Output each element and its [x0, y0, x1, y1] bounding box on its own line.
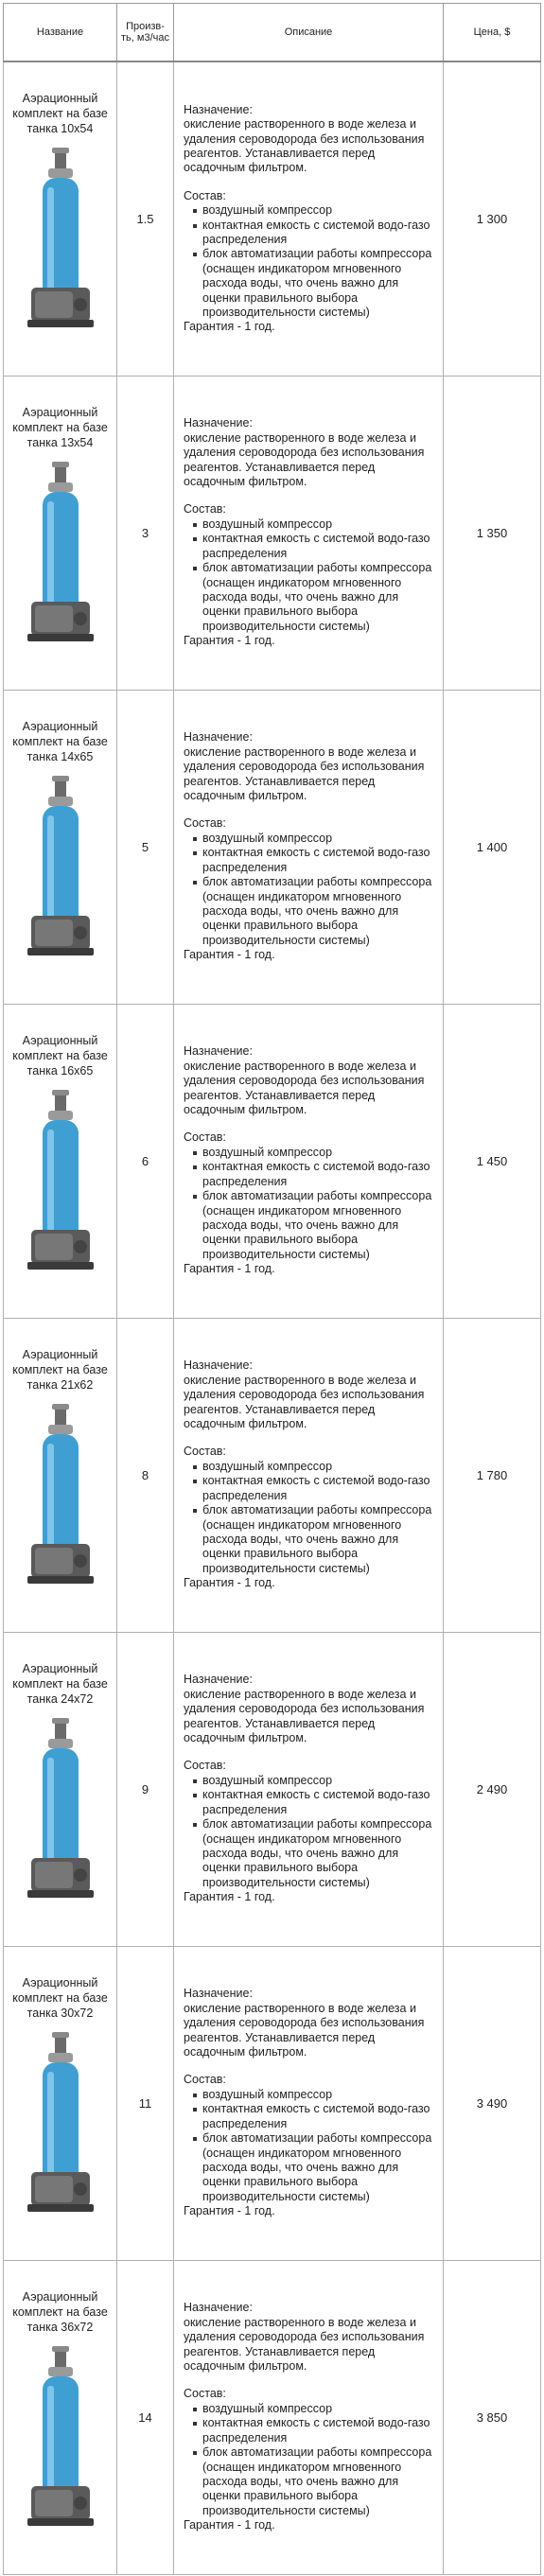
- productivity-cell: [117, 1004, 174, 1318]
- description-block: [184, 416, 437, 648]
- list-item: воздушный компрессор: [193, 2402, 437, 2416]
- header-productivity: Произв-ть, м3/час: [117, 4, 174, 62]
- list-item: воздушный компрессор: [193, 832, 437, 846]
- table-row: [4, 1004, 541, 1318]
- list-item: воздушный компрессор: [193, 517, 437, 532]
- composition-label: Состав:: [184, 1130, 226, 1145]
- price-value: 3 490: [476, 2095, 508, 2111]
- description-cell: [174, 61, 444, 376]
- warranty-text: Гарантия - 1 год.: [184, 2204, 275, 2218]
- warranty-text: Гарантия - 1 год.: [184, 634, 275, 648]
- description-cell: [174, 690, 444, 1004]
- composition-list: [184, 832, 437, 948]
- aeration-tank-image: [24, 2344, 97, 2533]
- list-item: блок автоматизации работы компрессора (оснащен индикатором мгновенного расхода воды, что очень важно для оценки правильного выбора производительности системы): [193, 875, 437, 948]
- purpose-text: окисление растворенного в воде железа и удаления сероводорода без использования реагентов. Устанавливается перед осадочным фильтром.: [184, 745, 425, 803]
- productivity-value: 11: [138, 2095, 152, 2111]
- price-value: 1 450: [476, 1153, 508, 1168]
- composition-list: [184, 2402, 437, 2518]
- price-cell: [444, 690, 541, 1004]
- composition-label: Состав:: [184, 2387, 226, 2401]
- list-item: блок автоматизации работы компрессора (оснащен индикатором мгновенного расхода воды, что очень важно для оценки правильного выбора производительности системы): [193, 1817, 437, 1890]
- list-item: контактная емкость с системой водо-газо распределения: [193, 1474, 437, 1503]
- product-name-cell: [4, 1946, 117, 2260]
- productivity-value: 14: [138, 2410, 152, 2425]
- list-item: блок автоматизации работы компрессора (оснащен индикатором мгновенного расхода воды, что очень важно для оценки правильного выбора производительности системы): [193, 2131, 437, 2204]
- price-table: [3, 3, 541, 2575]
- purpose-text: окисление растворенного в воде железа и удаления сероводорода без использования реагентов. Устанавливается перед осадочным фильтром.: [184, 1373, 425, 1431]
- warranty-text: Гарантия - 1 год.: [184, 2518, 275, 2532]
- product-name: Аэрационный комплект на базе танка 13x54: [12, 405, 108, 449]
- list-item: воздушный компрессор: [193, 1774, 437, 1788]
- aeration-tank-image: [24, 1402, 97, 1591]
- list-item: блок автоматизации работы компрессора (оснащен индикатором мгновенного расхода воды, что очень важно для оценки правильного выбора производительности системы): [193, 1189, 437, 1262]
- price-value: 1 350: [476, 525, 508, 540]
- price-value: 1 300: [476, 211, 508, 226]
- productivity-cell: [117, 2260, 174, 2574]
- aeration-tank-image: [24, 146, 97, 335]
- description-cell: [174, 1632, 444, 1946]
- productivity-cell: [117, 1946, 174, 2260]
- composition-list: [184, 2088, 437, 2204]
- purpose-text: окисление растворенного в воде железа и удаления сероводорода без использования реагентов. Устанавливается перед осадочным фильтром.: [184, 2315, 425, 2374]
- composition-list: [184, 1774, 437, 1890]
- description-block: [184, 2301, 437, 2532]
- composition-label: Состав:: [184, 2073, 226, 2087]
- description-cell: [174, 2260, 444, 2574]
- description-cell: [174, 1946, 444, 2260]
- warranty-text: Гарантия - 1 год.: [184, 1890, 275, 1904]
- list-item: воздушный компрессор: [193, 1146, 437, 1160]
- composition-label: Состав:: [184, 1445, 226, 1459]
- product-name-cell: [4, 1318, 117, 1632]
- list-item: контактная емкость с системой водо-газо распределения: [193, 219, 437, 248]
- list-item: контактная емкость с системой водо-газо распределения: [193, 532, 437, 561]
- price-cell: [444, 2260, 541, 2574]
- description-cell: [174, 1318, 444, 1632]
- list-item: воздушный компрессор: [193, 1460, 437, 1474]
- purpose-label: Назначение:: [184, 1044, 253, 1059]
- composition-list: [184, 203, 437, 320]
- productivity-value: 5: [141, 839, 149, 854]
- table-row: [4, 690, 541, 1004]
- description-cell: [174, 376, 444, 690]
- product-name-cell: [4, 690, 117, 1004]
- price-value: 2 490: [476, 1781, 508, 1796]
- purpose-label: Назначение:: [184, 1987, 253, 2001]
- product-name: Аэрационный комплект на базе танка 21x62: [12, 1347, 108, 1392]
- productivity-cell: [117, 1318, 174, 1632]
- productivity-value: 8: [141, 1467, 149, 1482]
- price-value: 1 400: [476, 839, 508, 854]
- description-block: [184, 1673, 437, 1904]
- header-name: Название: [4, 4, 117, 62]
- header-description: Описание: [174, 4, 444, 62]
- productivity-value: 3: [141, 525, 149, 540]
- product-name: Аэрационный комплект на базе танка 16x65: [12, 1033, 108, 1078]
- warranty-text: Гарантия - 1 год.: [184, 948, 275, 962]
- list-item: блок автоматизации работы компрессора (оснащен индикатором мгновенного расхода воды, что очень важно для оценки правильного выбора производительности системы): [193, 1503, 437, 1576]
- purpose-text: окисление растворенного в воде железа и удаления сероводорода без использования реагентов. Устанавливается перед осадочным фильтром.: [184, 117, 425, 175]
- description-block: [184, 1044, 437, 1276]
- list-item: воздушный компрессор: [193, 203, 437, 218]
- list-item: блок автоматизации работы компрессора (оснащен индикатором мгновенного расхода воды, что очень важно для оценки правильного выбора производительности системы): [193, 561, 437, 634]
- table-row: [4, 61, 541, 376]
- price-value: 3 850: [476, 2410, 508, 2425]
- purpose-text: окисление растворенного в воде железа и удаления сероводорода без использования реагентов. Устанавливается перед осадочным фильтром.: [184, 430, 425, 489]
- aeration-tank-image: [24, 2030, 97, 2219]
- purpose-label: Назначение:: [184, 1358, 253, 1373]
- aeration-tank-image: [24, 1088, 97, 1277]
- price-table-wrapper: [3, 3, 540, 2575]
- productivity-cell: [117, 690, 174, 1004]
- description-block: [184, 1987, 437, 2218]
- product-name: Аэрационный комплект на базе танка 36x72: [12, 2289, 108, 2334]
- purpose-label: Назначение:: [184, 2301, 253, 2315]
- aeration-tank-image: [24, 774, 97, 963]
- purpose-label: Назначение:: [184, 102, 253, 116]
- composition-label: Состав:: [184, 1759, 226, 1773]
- warranty-text: Гарантия - 1 год.: [184, 1576, 275, 1590]
- productivity-value: 1.5: [136, 211, 154, 226]
- aeration-tank-image: [24, 1716, 97, 1905]
- price-cell: [444, 1632, 541, 1946]
- table-row: [4, 2260, 541, 2574]
- product-name: Аэрационный комплект на базе танка 30x72: [12, 1975, 108, 2020]
- composition-list: [184, 517, 437, 634]
- description-block: [184, 1358, 437, 1590]
- list-item: воздушный компрессор: [193, 2088, 437, 2102]
- warranty-text: Гарантия - 1 год.: [184, 1262, 275, 1276]
- table-body: [4, 61, 541, 2574]
- purpose-text: окисление растворенного в воде железа и удаления сероводорода без использования реагентов. Устанавливается перед осадочным фильтром.: [184, 1059, 425, 1117]
- aeration-tank-image: [24, 460, 97, 649]
- list-item: блок автоматизации работы компрессора (оснащен индикатором мгновенного расхода воды, что очень важно для оценки правильного выбора производительности системы): [193, 2445, 437, 2518]
- product-name: Аэрационный комплект на базе танка 10x54: [12, 92, 108, 135]
- product-name-cell: [4, 2260, 117, 2574]
- price-cell: [444, 1004, 541, 1318]
- productivity-cell: [117, 376, 174, 690]
- productivity-value: 6: [141, 1153, 149, 1168]
- list-item: блок автоматизации работы компрессора (оснащен индикатором мгновенного расхода воды, что очень важно для оценки правильного выбора производительности системы): [193, 247, 437, 320]
- price-cell: [444, 1946, 541, 2260]
- purpose-label: Назначение:: [184, 416, 253, 430]
- table-header-row: [4, 4, 541, 62]
- list-item: контактная емкость с системой водо-газо распределения: [193, 846, 437, 875]
- list-item: контактная емкость с системой водо-газо распределения: [193, 2102, 437, 2131]
- product-name-cell: [4, 61, 117, 376]
- productivity-cell: [117, 61, 174, 376]
- productivity-value: 9: [141, 1781, 149, 1796]
- composition-list: [184, 1460, 437, 1576]
- list-item: контактная емкость с системой водо-газо распределения: [193, 2416, 437, 2445]
- product-name-cell: [4, 1004, 117, 1318]
- header-price: Цена, $: [444, 4, 541, 62]
- description-block: [184, 103, 437, 335]
- price-cell: [444, 61, 541, 376]
- purpose-text: окисление растворенного в воде железа и удаления сероводорода без использования реагентов. Устанавливается перед осадочным фильтром.: [184, 2001, 425, 2059]
- table-row: [4, 1946, 541, 2260]
- price-cell: [444, 1318, 541, 1632]
- description-block: [184, 730, 437, 962]
- price-value: 1 780: [476, 1467, 508, 1482]
- purpose-text: окисление растворенного в воде железа и удаления сероводорода без использования реагентов. Устанавливается перед осадочным фильтром.: [184, 1687, 425, 1745]
- description-cell: [174, 1004, 444, 1318]
- product-name: Аэрационный комплект на базе танка 14x65: [12, 719, 108, 763]
- purpose-label: Назначение:: [184, 1673, 253, 1687]
- productivity-cell: [117, 1632, 174, 1946]
- product-name: Аэрационный комплект на базе танка 24x72: [12, 1661, 108, 1706]
- table-row: [4, 1318, 541, 1632]
- price-cell: [444, 376, 541, 690]
- purpose-label: Назначение:: [184, 730, 253, 745]
- table-row: [4, 1632, 541, 1946]
- list-item: контактная емкость с системой водо-газо распределения: [193, 1788, 437, 1817]
- list-item: контактная емкость с системой водо-газо распределения: [193, 1160, 437, 1189]
- warranty-text: Гарантия - 1 год.: [184, 320, 275, 334]
- composition-label: Состав:: [184, 188, 226, 202]
- product-name-cell: [4, 376, 117, 690]
- table-row: [4, 376, 541, 690]
- product-name-cell: [4, 1632, 117, 1946]
- composition-label: Состав:: [184, 816, 226, 831]
- composition-list: [184, 1146, 437, 1262]
- composition-label: Состав:: [184, 502, 226, 517]
